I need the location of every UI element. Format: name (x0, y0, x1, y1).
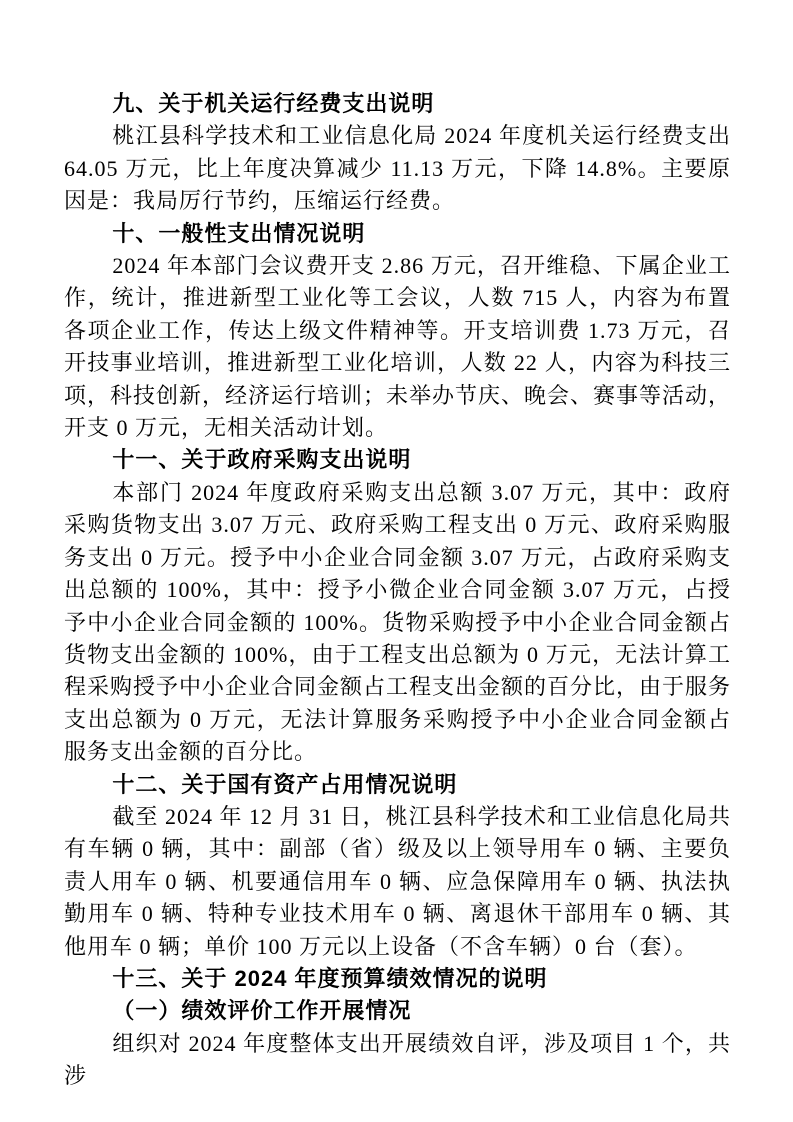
section-heading: 十一、关于政府采购支出说明 (112, 447, 412, 473)
body-paragraph: 桃江县科学技术和工业信息化局 2024 年度机关运行经费支出 64.05 万元，比上年度决算减少 11.13 万元，下降 14.8%。主要原因是：我局厉行节约，压缩运行经费。 (64, 123, 731, 214)
body-paragraph: 组织对 2024 年度整体支出开展绩效自评，涉及项目 1 个，共涉 (64, 1030, 731, 1089)
body-paragraph: 2024 年本部门会议费开支 2.86 万元，召开维稳、下属企业工作，统计，推进新型工业化等工会议，人数 715 人，内容为布置各项企业工作，传达上级文件精神等。开支培训费 1.73 万元，召开技事业培训，推进新型工业化培训，人数 22 人，内容为科技三项，科技创新，经济运行培训；未举办节庆、晚会、赛事等活动，开支 0 万元，无相关活动计划。 (64, 253, 732, 441)
section-heading: 十二、关于国有资产占用情况说明 (112, 771, 458, 797)
body-paragraph: 截至 2024 年 12 月 31 日，桃江县科学技术和工业信息化局共有车辆 0 辆，其中：副部（省）级及以上领导用车 0 辆、主要负责人用车 0 辆、机要通信用车 0 辆、应急保障用车 0 辆、执法执勤用车 0 辆、特种专业技术用车 0 辆、离退休干部用车 0 辆、其他用车 0 辆；单价 100 万元以上设备（不含车辆）0 台（套）。 (64, 803, 731, 959)
section-heading: 十、一般性支出情况说明 (112, 220, 366, 246)
body-paragraph: 本部门 2024 年度政府采购支出总额 3.07 万元，其中：政府采购货物支出 3.07 万元、政府采购工程支出 0 万元、政府采购服务支出 0 万元。授予中小企业合同金额 3.07 万元，占政府采购支出总额的 100%，其中：授予小微企业合同金额 3.07 万元，占授予中小企业合同金额的 100%。货物采购授予中小企业合同金额占货物支出金额的 100%，由于工程支出总额为 0 万元，无法计算工程采购授予中小企业合同金额占工程支出金额的百分比，由于服务支出总额为 0 万元，无法计算服务采购授予中小企业合同金额占服务支出金额的百分比。 (64, 479, 732, 765)
section-heading: 十三、关于 2024 年度预算绩效情况的说明 (112, 965, 548, 991)
sub-heading: （一）绩效评价工作开展情况 (112, 998, 412, 1024)
section-heading: 九、关于机关运行经费支出说明 (112, 91, 435, 116)
